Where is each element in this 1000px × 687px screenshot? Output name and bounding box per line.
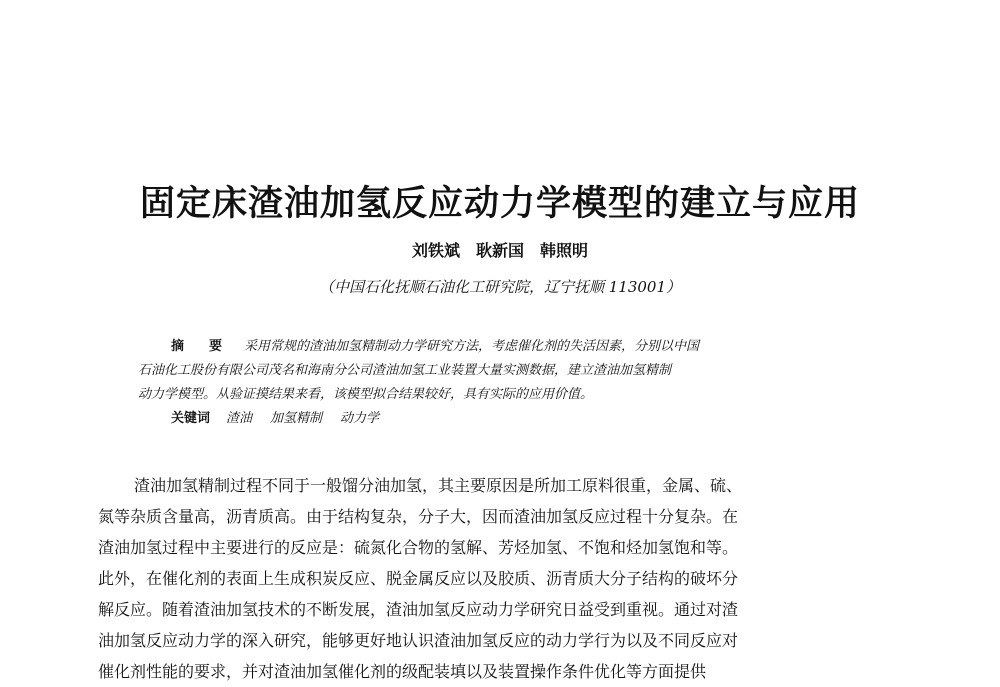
- keywords-line: [138, 407, 868, 431]
- abstract-line: 石油化工股份有限公司茂名和海南分公司渣油加氢工业装置大量实测数据，建立渣油加氢精制: [138, 363, 672, 378]
- keywords-label: 关键词: [171, 411, 211, 426]
- author-list: 刘铁斌 耿新国 韩照明: [411, 241, 588, 260]
- abstract-label: 摘 要: [171, 339, 229, 354]
- abstract-line: [138, 335, 868, 359]
- body-line: 解反应。随着渣油加氢技术的不断发展，渣油加氢反应动力学研究日益受到重视。通过对渣: [98, 600, 739, 619]
- body-line: 催化剂性能的要求，并对渣油加氢催化剂的级配装填以及装置操作条件优化等方面提供: [98, 662, 707, 681]
- abstract-line: 动力学模型。从验证摸结果来看，该模型拟合结果较好，具有实际的应用价值。: [138, 387, 594, 402]
- abstract-block: [138, 335, 868, 431]
- body-line: 此外，在催化剂的表面上生成积炭反应、脱金属反应以及胶质、沥青质大分子结构的破坏分: [98, 569, 739, 588]
- body-line: 渣油加氢过程中主要进行的反应是：硫氮化合物的氢解、芳烃加氢、不饱和烃加氢饱和等。: [98, 538, 739, 557]
- body-line: 油加氢反应动力学的深入研究，能够更好地认识渣油加氢反应的动力学行为以及不同反应对: [98, 631, 739, 650]
- body-line: 渣油加氢精制过程不同于一般馏分油加氢，其主要原因是所加工原料很重，金属、硫、: [134, 476, 743, 495]
- body-line: 氮等杂质含量高，沥青质高。由于结构复杂，分子大，因而渣油加氢反应过程十分复杂。在: [98, 507, 739, 526]
- keyword: 动力学: [340, 411, 380, 426]
- body-paragraph: [98, 470, 910, 687]
- paper-title: 固定床渣油加氢反应动力学模型的建立与应用: [139, 184, 860, 224]
- affiliation: （中国石化抚顺石油化工研究院，辽宁抚顺 113001）: [318, 278, 682, 296]
- keyword: 渣油: [226, 411, 253, 426]
- keyword: 加氢精制: [270, 411, 323, 426]
- abstract-text: 采用常规的渣油加氢精制动力学研究方法，考虑催化剂的失活因素，分别以中国: [244, 339, 700, 354]
